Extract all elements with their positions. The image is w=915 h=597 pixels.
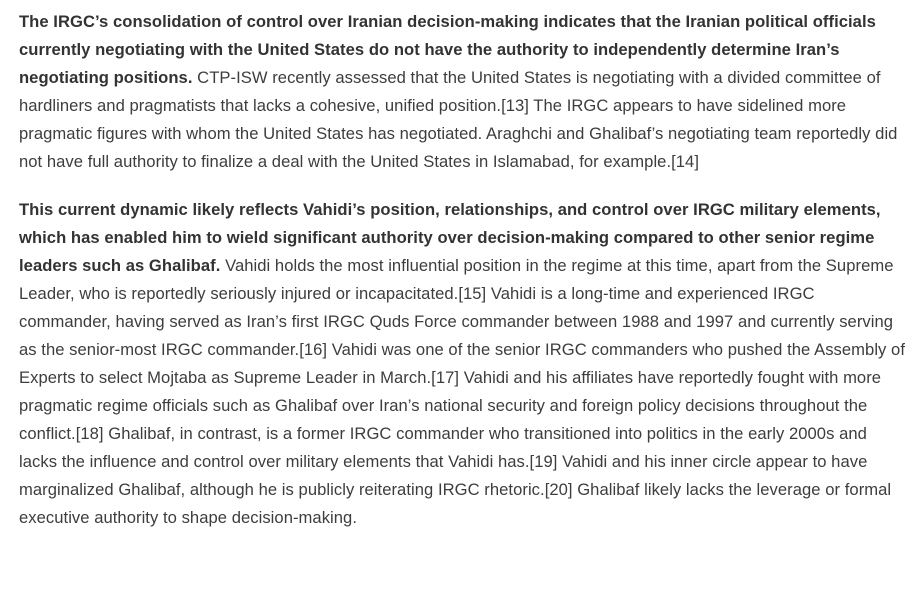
paragraph-lead-sentence: The IRGC’s consolidation of control over Iranian decision-making indicates that the Iranian political officials currently negotiating with the United States do not have the authority to independently determine Iran’s negotiating positions. xyxy=(19,12,876,87)
paragraph-body-text: Vahidi holds the most influential position in the regime at this time, apart from the Supreme Leader, who is reportedly seriously injured or incapacitated.[15] Vahidi is a long-time and experienced IRGC commander, having served as Iran’s first IRGC Quds Force commander between 1988 and 1997 and currently serving as the senior-most IRGC commander.[16] Vahidi was one of the senior IRGC commanders who pushed the Assembly of Experts to select Mojtaba as Supreme Leader in March.[17] Vahidi and his affiliates have reportedly fought with more pragmatic regime officials such as Ghalibaf over Iran’s national security and foreign policy decisions throughout the conflict.[18] Ghalibaf, in contrast, is a former IRGC commander who transitioned into politics in the early 2000s and lacks the influence and control over military elements that Vahidi has.[19] Vahidi and his inner circle appear to have marginalized Ghalibaf, although he is publicly reiterating IRGC rhetoric.[20] Ghalibaf likely lacks the leverage or formal executive authority to shape decision-making. xyxy=(19,256,905,527)
paragraph-lead-sentence: This current dynamic likely reflects Vahidi’s position, relationships, and control over IRGC military elements, which has enabled him to wield significant authority over decision-making compared to other senior regime leaders such as Ghalibaf. xyxy=(19,200,881,275)
paragraph-irgc-consolidation xyxy=(19,8,905,176)
paragraph-vahidi-position xyxy=(19,196,905,532)
paragraph-body-text: CTP-ISW recently assessed that the United States is negotiating with a divided committee of hardliners and pragmatists that lacks a cohesive, unified position.[13] The IRGC appears to have sidelined more pragmatic figures with whom the United States has negotiated. Araghchi and Ghalibaf’s negotiating team reportedly did not have full authority to finalize a deal with the United States in Islamabad, for example.[14] xyxy=(19,68,898,171)
